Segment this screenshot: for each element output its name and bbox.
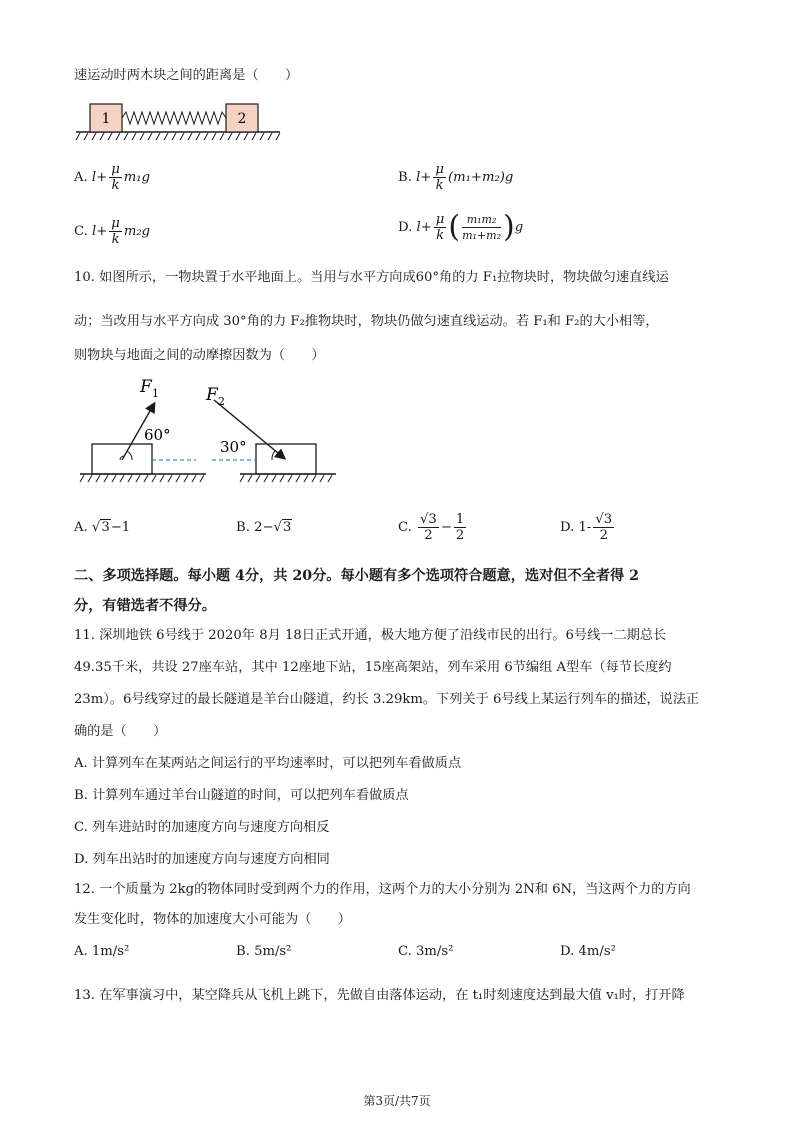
q9-block-1-label: 1 xyxy=(101,111,111,127)
q10-f2-subscript: 2 xyxy=(218,395,225,408)
q10-angle1-label: 60° xyxy=(144,426,171,444)
q11-option-d: D. 列车出站时的加速度方向与速度方向相同 xyxy=(74,852,330,867)
q10-angle2-label: 30° xyxy=(220,438,247,456)
q13-stem-line1: 13. 在军事演习中，某空降兵从飞机上跳下，先做自由落体运动，在 t₁时刻速度达到最大值 v₁时，打开降 xyxy=(74,988,685,1003)
q10-stem-line3: 则物块与地面之间的动摩擦因数为（ ） xyxy=(74,348,325,363)
q9-option-d: D. l+ $\frac{\mu}{k}$ ( $\frac{\text{m₁m₂}}{\text{m₁+m₂}}$ )g xyxy=(398,209,524,245)
q10-f2-label: F xyxy=(206,385,218,405)
q11-stem-line3: 23m）。6号线穿过的最长隧道是羊台山隧道，约长 3.29km。下列关于 6号线上某运行列车的描述，说法正 xyxy=(74,692,700,707)
q11-stem-line4: 确的是（ ） xyxy=(74,724,167,739)
q10-f1-label: F xyxy=(140,377,152,397)
q11-option-c: C. 列车进站时的加速度方向与速度方向相反 xyxy=(74,820,330,835)
q10-option-a: A. √3−1 xyxy=(74,520,131,535)
q12-stem-line1: 12. 一个质量为 2kg的物体同时受到两个力的作用，这两个力的大小分别为 2N和 6N，当这两个力的方向 xyxy=(74,882,691,897)
q10-block-right xyxy=(256,444,316,474)
q9-ground-hatch xyxy=(76,133,280,140)
section-2-heading-line2: 分，有错选者不得分。 xyxy=(74,598,216,614)
q11-option-b: B. 计算列车通过羊台山隧道的时间，可以把列车看做质点 xyxy=(74,788,409,803)
q9-option-b: B. l+ $\frac{\mu}{k}$ (m₁+m₂)g xyxy=(398,162,514,193)
q10-angle2-arc xyxy=(272,451,275,460)
q10-angle1-arc xyxy=(127,451,132,460)
q10-stem-line1: 10. 如图所示，一物块置于水平地面上。当用与水平方向成60°角的力 F₁拉物块时，物块做匀速直线运 xyxy=(74,270,669,285)
q12-option-d: D. 4m/s² xyxy=(560,944,616,959)
q11-stem-line1: 11. 深圳地铁 6号线于 2020年 8月 18日正式开通，极大地方便了沿线市民的出行。6号线一二期总长 xyxy=(74,628,667,643)
q9-option-a: A. l+ $\frac{\mu}{k}$ m₁g xyxy=(74,162,151,193)
q9-spring xyxy=(122,112,226,124)
q10-f1-subscript: 1 xyxy=(152,387,159,400)
page-footer: 第3页/共7页 xyxy=(363,1094,431,1108)
q9-block-2-label: 2 xyxy=(237,111,247,127)
q10-force-figure xyxy=(74,370,344,488)
q12-option-c: C. 3m/s² xyxy=(398,944,454,959)
section-2-heading-line1: 二、多项选择题。每小题 4分，共 20分。每小题有多个选项符合题意，选对但不全者得 2 xyxy=(74,568,640,584)
q9-option-c: C. l+ $\frac{\mu}{k}$ m₂g xyxy=(74,216,151,247)
q12-option-b: B. 5m/s² xyxy=(236,944,292,959)
q10-option-c: C. $\frac{√3}{2}$ − $\frac{1}{2}$ xyxy=(398,512,465,543)
q12-option-a: A. 1m/s² xyxy=(74,944,130,959)
q10-option-d: D. 1- $\frac{√3}{2}$ xyxy=(560,512,613,543)
q11-stem-line2: 49.35千米，共设 27座车站，其中 12座地下站，15座高架站，列车采用 6节编组 A型车（每节长度约 xyxy=(74,660,672,675)
q9-stem-tail: 速运动时两木块之间的距离是（ ） xyxy=(74,68,299,83)
q10-stem-line2: 动；当改用与水平方向成 30°角的力 F₂推物块时，物块仍做匀速直线运动。若 F₁和 F₂的大小相等， xyxy=(74,314,659,329)
q11-option-a: A. 计算列车在某两站之间运行的平均速率时，可以把列车看做质点 xyxy=(74,756,462,771)
q9-spring-figure xyxy=(74,100,284,142)
q10-option-b: B. 2−√3 xyxy=(236,520,292,535)
q12-stem-line2: 发生变化时，物体的加速度大小可能为（ ） xyxy=(74,912,351,927)
